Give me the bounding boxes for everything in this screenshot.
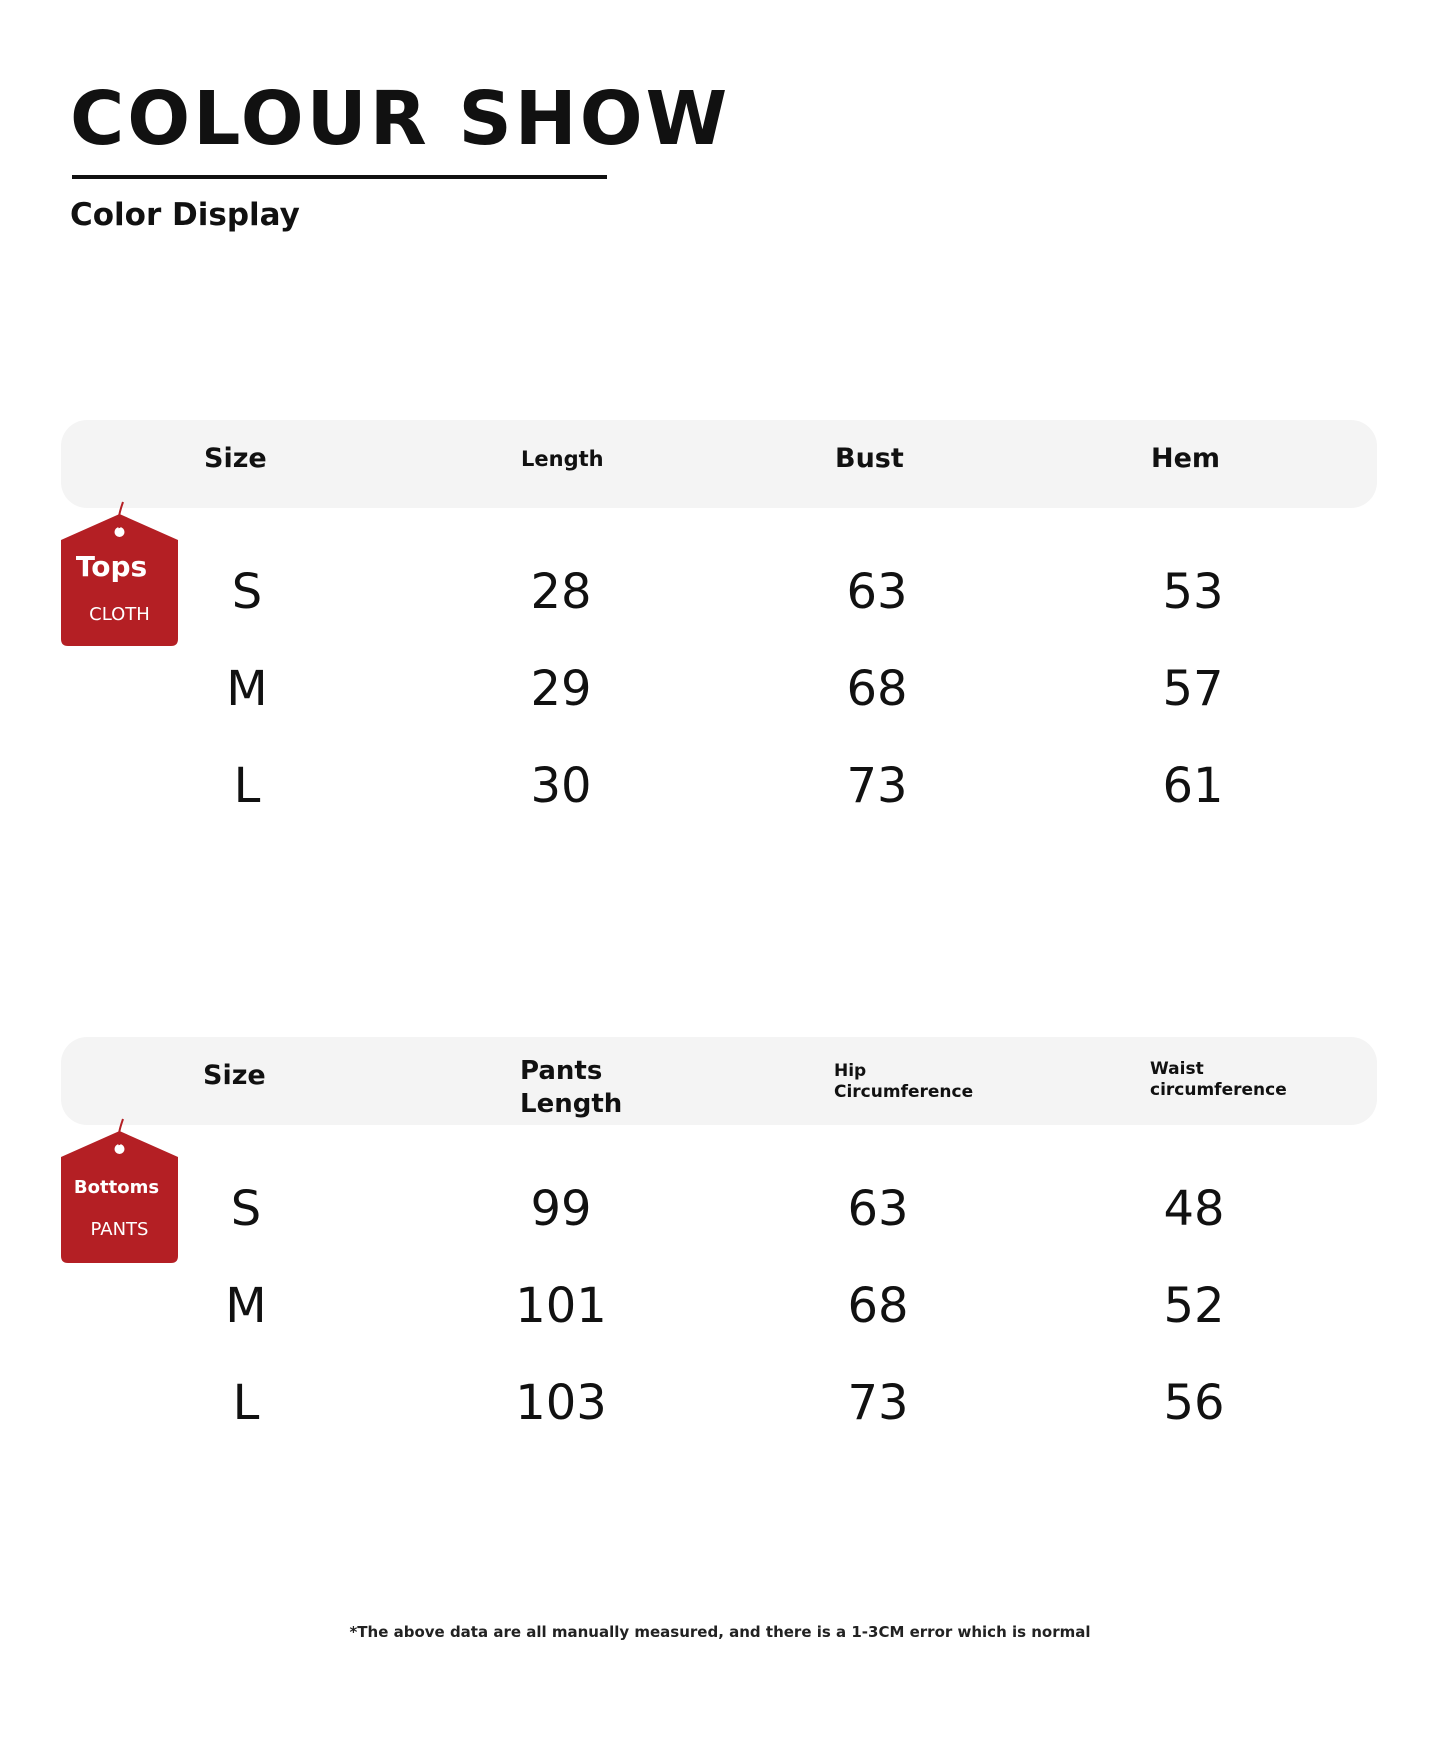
bottoms-cell-waist: 48 xyxy=(1163,1181,1225,1237)
tops-cell-length: 28 xyxy=(530,564,592,620)
tops-cell-size: M xyxy=(226,661,268,717)
bottoms-cell-waist: 56 xyxy=(1163,1375,1225,1431)
bottoms-cell-pants-length: 103 xyxy=(515,1375,607,1431)
tops-table-header xyxy=(61,420,1377,508)
tops-cell-length: 30 xyxy=(530,758,592,814)
tops-cell-hem: 61 xyxy=(1162,758,1224,814)
measurement-footnote: *The above data are all manually measured, and there is a 1-3CM error which is normal xyxy=(349,1623,1091,1641)
bottoms-cell-hip: 73 xyxy=(847,1375,909,1431)
tops-cell-hem: 53 xyxy=(1162,564,1224,620)
tops-header-bust: Bust xyxy=(835,443,904,474)
bottoms-cell-size: L xyxy=(232,1375,260,1431)
tops-row-s xyxy=(61,544,1377,641)
tops-cell-hem: 57 xyxy=(1162,661,1224,717)
tops-row-m xyxy=(61,641,1377,738)
tops-cell-length: 29 xyxy=(530,661,592,717)
bottoms-cell-hip: 68 xyxy=(847,1278,909,1334)
tops-header-length: Length xyxy=(521,447,604,471)
tops-header-size: Size xyxy=(204,443,267,474)
bottoms-cell-size: S xyxy=(230,1181,262,1237)
bottoms-header-pants-line1: Pants xyxy=(520,1056,603,1086)
tops-row-l xyxy=(61,738,1377,835)
tops-cell-size: S xyxy=(231,564,263,620)
bottoms-row-m xyxy=(61,1258,1377,1355)
tops-cell-bust: 63 xyxy=(846,564,908,620)
bottoms-cell-pants-length: 99 xyxy=(530,1181,592,1237)
bottoms-tag-title: Bottoms xyxy=(73,1177,160,1198)
tops-header-hem: Hem xyxy=(1151,443,1221,474)
page-subtitle: Color Display xyxy=(70,197,300,233)
tops-tag-title: Tops xyxy=(75,550,148,583)
bottoms-header-waist-line2: circumference xyxy=(1150,1079,1287,1100)
bottoms-header-waist xyxy=(1150,1059,1287,1100)
bottoms-cell-hip: 63 xyxy=(847,1181,909,1237)
bottoms-header-hip-line2: Circumference xyxy=(834,1081,974,1102)
bottoms-header-waist-line1: Waist xyxy=(1150,1059,1204,1079)
bottoms-table-header xyxy=(61,1037,1377,1125)
bottoms-cell-size: M xyxy=(225,1278,267,1334)
bottoms-cell-pants-length: 101 xyxy=(515,1278,607,1334)
bottoms-header-size: Size xyxy=(203,1060,266,1091)
bottoms-row-s xyxy=(61,1161,1377,1258)
bottoms-header-pants-length xyxy=(520,1055,622,1120)
tops-tag-subtitle: CLOTH xyxy=(89,604,150,625)
bottoms-tag-subtitle: PANTS xyxy=(90,1219,149,1240)
bottoms-cell-waist: 52 xyxy=(1163,1278,1225,1334)
bottoms-header-pants-line2: Length xyxy=(520,1088,623,1119)
bottoms-header-hip-line1: Hip xyxy=(834,1061,867,1081)
bottoms-header-hip xyxy=(834,1061,973,1102)
page-title: COLOUR SHOW xyxy=(70,76,731,162)
title-underline xyxy=(72,175,607,179)
tops-cell-bust: 68 xyxy=(846,661,908,717)
tops-cell-size: L xyxy=(233,758,261,814)
tops-cell-bust: 73 xyxy=(846,758,908,814)
bottoms-row-l xyxy=(61,1355,1377,1452)
